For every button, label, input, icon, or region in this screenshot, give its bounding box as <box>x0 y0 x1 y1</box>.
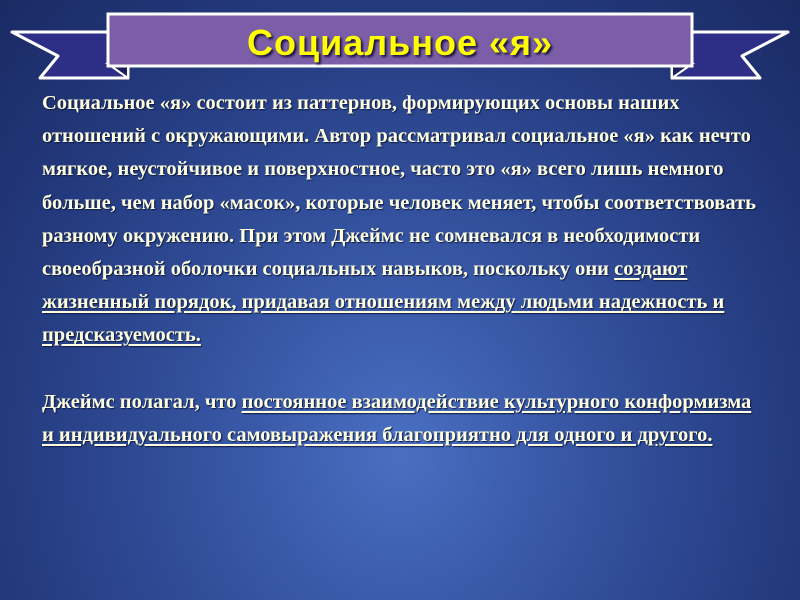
paragraph-1-underlined-text: создают жизненный порядок, придавая отношениям между людьми надежность и предсказуемость. <box>42 258 725 347</box>
paragraph-1-text: Социальное «я» состоит из паттернов, формирующих основы наших отношений с окружающими. Автор рассматривал социальное «я» как нечто мягкое, неустойчивое и поверхностное, часто это «я» всего лишь немного больше, чем набор «масок», которые человек меняет, чтобы соответствовать разному окружению. При этом Джеймс не сомневался в необходимости своеобразной оболочки социальных навыков, поскольку они <box>42 92 756 281</box>
slide-title: Социальное «я» <box>246 22 554 63</box>
paragraph-2-text: Джеймс полагал, что <box>42 390 242 413</box>
slide-body <box>42 87 767 452</box>
title-banner <box>0 0 800 90</box>
paragraph-social-self <box>42 87 767 353</box>
paragraph-james-belief <box>42 386 767 452</box>
paragraph-2-underlined-text: постоянное взаимодействие культурного конформизма и индивидуального самовыражения благоприятно для одного и другого. <box>42 390 752 446</box>
